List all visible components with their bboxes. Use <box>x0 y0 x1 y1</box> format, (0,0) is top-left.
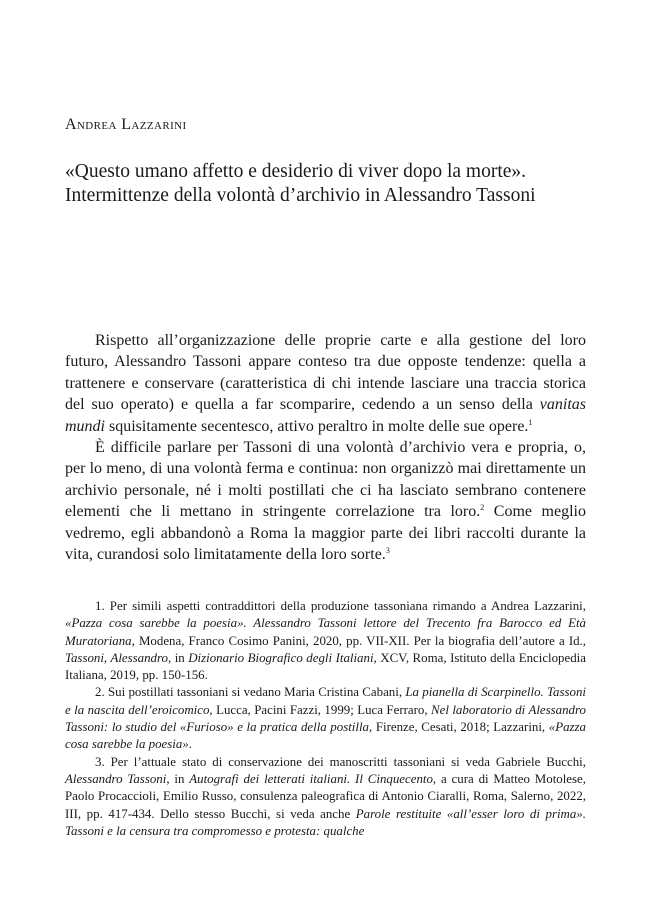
footnote-2-italic-f: «Pazza cosa sarebbe la poesia» <box>65 720 586 752</box>
footnote-2-italic-b: La pianella di Scarpinello. Tassoni e la nascita dell’eroicomico <box>65 685 586 717</box>
paragraph-1 <box>65 330 586 437</box>
footnote-ref-2[interactable]: 2 <box>480 503 485 513</box>
footnote-1-text-a: 1. Per simili aspetti contraddittori della produzione tassoniana rimando a Andrea Lazzarini, <box>95 599 586 613</box>
paragraph-1-text-a: Rispetto all’organizzazione delle proprie carte e alla gestione del loro futuro, Alessandro Tassoni appare conteso tra due opposte tendenze: quella a trattenere e conservare (caratteristica di chi intende lasciare una traccia storica del suo operato) e quella a far scomparire, cedendo a un senso della <box>65 332 586 414</box>
footnote-3-text-e: , a cura di Matteo Motolese, Paolo Procaccioli, Emilio Russo, consulenza paleografica di Antonio Ciaralli, Roma, Salerno, 2022, III, pp. 417-434. Dello stesso Bucchi, si veda anche <box>65 771 586 821</box>
footnote-ref-1[interactable]: 1 <box>528 417 533 427</box>
footnote-ref-3[interactable]: 3 <box>385 546 390 556</box>
footnote-1-text-e: , in <box>167 650 189 665</box>
author-name: Andrea Lazzarini <box>65 116 187 133</box>
footnote-1-text-g: , XCV, Roma, Istituto della Enciclopedia Italiana, 2019, pp. 150-156. <box>65 650 586 683</box>
footnote-3-italic-b: Alessandro Tassoni <box>65 771 167 786</box>
footnote-2-text-e: , Firenze, Cesati, 2018; Lazzarini, <box>369 720 549 735</box>
article-title <box>65 160 585 208</box>
paragraph-1-italic: vanitas mundi <box>65 396 586 435</box>
footnote-3-text-a: 3. Per l’attuale stato di conservazione dei manoscritti tassoniani si veda Gabriele Bucchi, <box>95 754 586 769</box>
paragraph-2-text-b: Come meglio vedremo, egli abbandonò a Roma la maggior parte dei libri raccolti durante la vita, curandosi solo limitatamente della loro sorte. <box>65 503 586 564</box>
title-line-1: «Questo umano affetto e desiderio di viver dopo la morte». <box>65 161 527 182</box>
footnote-2-text-g: . <box>188 737 192 752</box>
footnote-3-italic-f: Parole restituite «all’esser loro di prima». Tassoni e la censura tra compromesso e protesta: qualche <box>65 806 586 838</box>
footnote-2-text-c: , Lucca, Pacini Fazzi, 1999; Luca Ferraro, <box>209 702 432 717</box>
footnote-3-text-c: , in <box>166 771 190 786</box>
paragraph-2-text-a: È difficile parlare per Tassoni di una volontà d’archivio vera e propria, o, per lo meno, di una volontà ferma e continua: non organizzò mai direttamente un archivio personale, né i molti postillati che ci ha lasciato sembrano contenere elementi che li mettano in stringente correlazione tra loro. <box>65 439 586 521</box>
paragraph-1-text-b: squisitamente secentesco, attivo peraltro in molte delle sue opere. <box>105 417 529 435</box>
footnote-2 <box>65 684 586 753</box>
footnote-1-italic-d: Tassoni, Alessandro <box>65 650 168 665</box>
footnote-2-text-a: 2. Sui postillati tassoniani si vedano Maria Cristina Cabani, <box>95 685 406 700</box>
footnotes <box>65 598 586 840</box>
footnote-1 <box>65 598 586 684</box>
paragraph-2 <box>65 437 586 565</box>
footnote-3-italic-d: Autografi dei letterati italiani. Il Cinquecento <box>189 771 433 786</box>
footnote-1-italic-b: «Pazza cosa sarebbe la poesia». Alessandro Tassoni lettore del Trecento fra Barocco ed Età Muratoriana <box>65 616 586 648</box>
title-line-2: Intermittenze della volontà d’archivio in Alessandro Tassoni <box>65 185 536 206</box>
footnote-2-italic-d: Nel laboratorio di Alessandro Tassoni: lo studio del «Furioso» e la pratica della postilla <box>65 702 586 735</box>
footnote-1-text-c: , Modena, Franco Cosimo Panini, 2020, pp. VII-XII. Per la biografia dell’autore a Id., <box>131 633 586 648</box>
footnote-3 <box>65 754 586 840</box>
footnote-1-italic-f: Dizionario Biografico degli Italiani <box>188 650 374 665</box>
main-text <box>65 330 586 565</box>
